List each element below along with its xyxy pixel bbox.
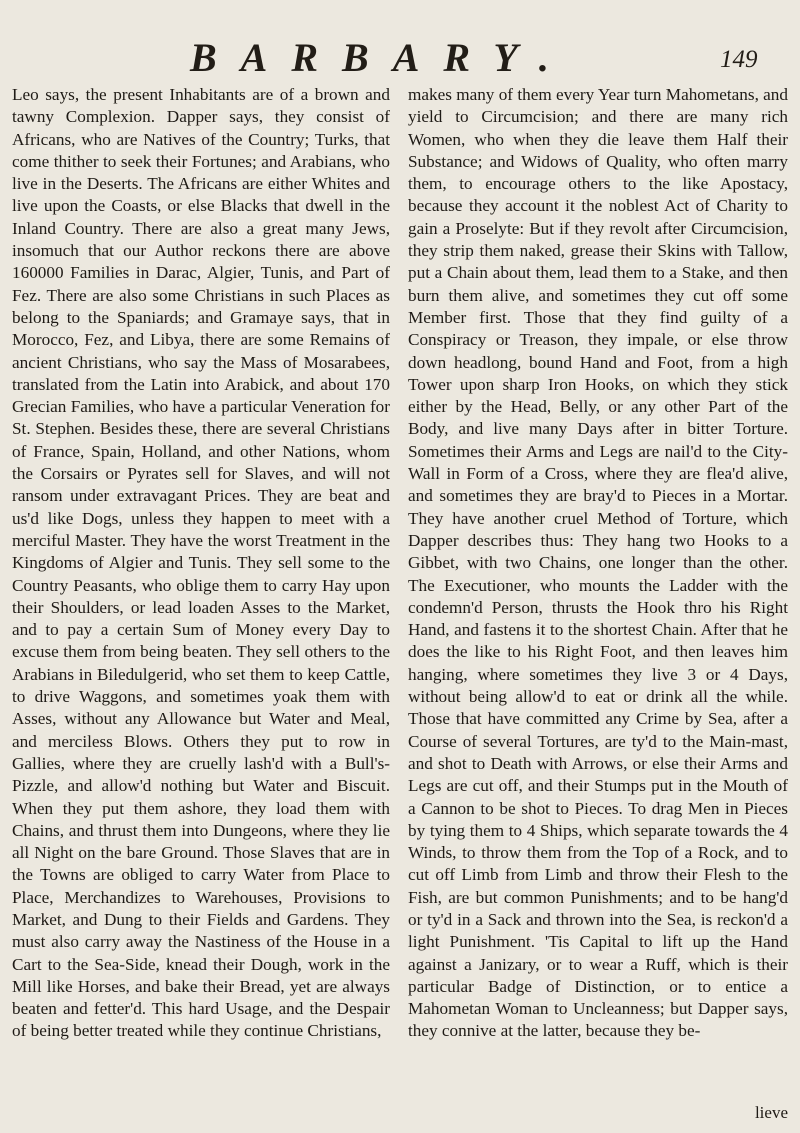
right-column-text: makes many of them every Year turn Mahometans, and yield to Circumcision; and there are many rich Women, who when they die leave them Half their Substance; and Widows of Quality, who often marry them, to encourage others to the like Apostacy, because they account it the noblest Act of Charity to gain a Proselyte: But if they revolt after Circumcision, they strip them naked, grease their Skins with Tallow, put a Chain about them, lead them to a Stake, and then burn them alive, and sometimes they cut off some Member first. Those that they find guilty of a Conspiracy or Treason, they impale, or else throw down headlong, bound Hand and Foot, from a high Tower upon sharp Iron Hooks, on which they stick either by the Head, Belly, or any other Part of the Body, and live many Days after in bitter Torture. Sometimes their Arms and Legs are nail'd to the City-Wall in Form of a Cross, where they are flea'd alive, and sometimes they are bray'd to Pieces in a Mortar. They have another cruel Method of Torture, which Dapper describes thus: They hang two Hooks to a Gibbet, with two Chains, one longer than the other. The Executioner, who mounts the Ladder with the condemn'd Person, thrusts the Hook thro his Right Hand, and fastens it to the shortest Chain. After that he does the like to his Right Foot, and then leaves him hanging, where sometimes they live 3 or 4 Days, without being allow'd to eat or drink all the while. Those that have committed any Crime by Sea, after a Course of several Tortures, are ty'd to the Main-mast, and shot to Death with Arrows, or else their Arms and Legs are cut off, and their Stumps put in the Mouth of a Cannon to be shot to Pieces. To drag Men in Pieces by tying them to 4 Ships, which separate towards the 4 Winds, to throw them from the Top of a Rock, and to cut off Limb from Limb and throw their Flesh to the Fish, are but common Punishments; and to be hang'd or ty'd in a Sack and thrown into the Sea, is reckon'd a light Punishment. 'Tis Capital to lift up the Hand against a Janizary, or to wear a Ruff, which is their particular Badge of Distinction, or to entice a Mahometan Woman to Uncleanness; but Dapper says, they connive at the latter, because they be- xyxy=(408,85,788,1041)
page-number: 149 xyxy=(720,46,758,73)
left-column-text: Leo says, the present Inhabitants are of a brown and tawny Complexion. Dapper says, they consist of Africans, who are Natives of the Country; Turks, that come thither to seek their Fortunes; and Arabians, who live in the Deserts. The Africans are either Whites and live upon the Coasts, or else Blacks that dwell in the Inland Country. There are also a great many Jews, insomuch that our Author reckons there are above 160000 Families in Darac, Algier, Tunis, and Part of Fez. There are also some Christians in such Places as belong to the Spaniards; and Gramaye says, that in Morocco, Fez, and Libya, there are some Remains of ancient Christians, who say the Mass of Mosarabees, translated from the Latin into Arabick, and about 170 Grecian Families, who have a particular Veneration for St. Stephen. Besides these, there are several Christians of France, Spain, Holland, and other Nations, whom the Corsairs or Pyrates sell for Slaves, and will not ransom under extravagant Prices. They are beat and us'd like Dogs, unless they happen to meet with a merciful Master. They have the worst Treatment in the Kingdoms of Algier and Tunis. They sell some to the Country Peasants, who oblige them to carry Hay upon their Shoulders, or lead loaden Asses to the Market, and to pay a certain Sum of Money every Day to excuse them from being beaten. They sell others to the Arabians in Biledulgerid, who set them to keep Cattle, to drive Waggons, and sometimes yoak them with Asses, without any Allowance but Water and Meal, and merciless Blows. Others they put to row in Gallies, where they are cruelly lash'd with a Bull's-Pizzle, and allow'd nothing but Water and Biscuit. When they put them ashore, they load them with Chains, and thrust them into Dungeons, where they lie all Night on the bare Ground. Those Slaves that are in the Towns are obliged to carry Water from Place to Place, Merchandizes to Warehouses, Provisions to Market, and Dung to their Fields and Gardens. They must also carry away the Nastiness of the House in a Cart to the Sea-Side, knead their Dough, work in the Mill like Horses, and bake their Bread, yet are always beaten and fetter'd. This hard Usage, and the Despair of being better treated while they continue Christians, xyxy=(12,85,390,1041)
running-head: BARBARY. xyxy=(190,35,573,80)
right-column xyxy=(408,84,788,1043)
left-column xyxy=(12,84,390,1043)
catchword: lieve xyxy=(754,1103,788,1122)
